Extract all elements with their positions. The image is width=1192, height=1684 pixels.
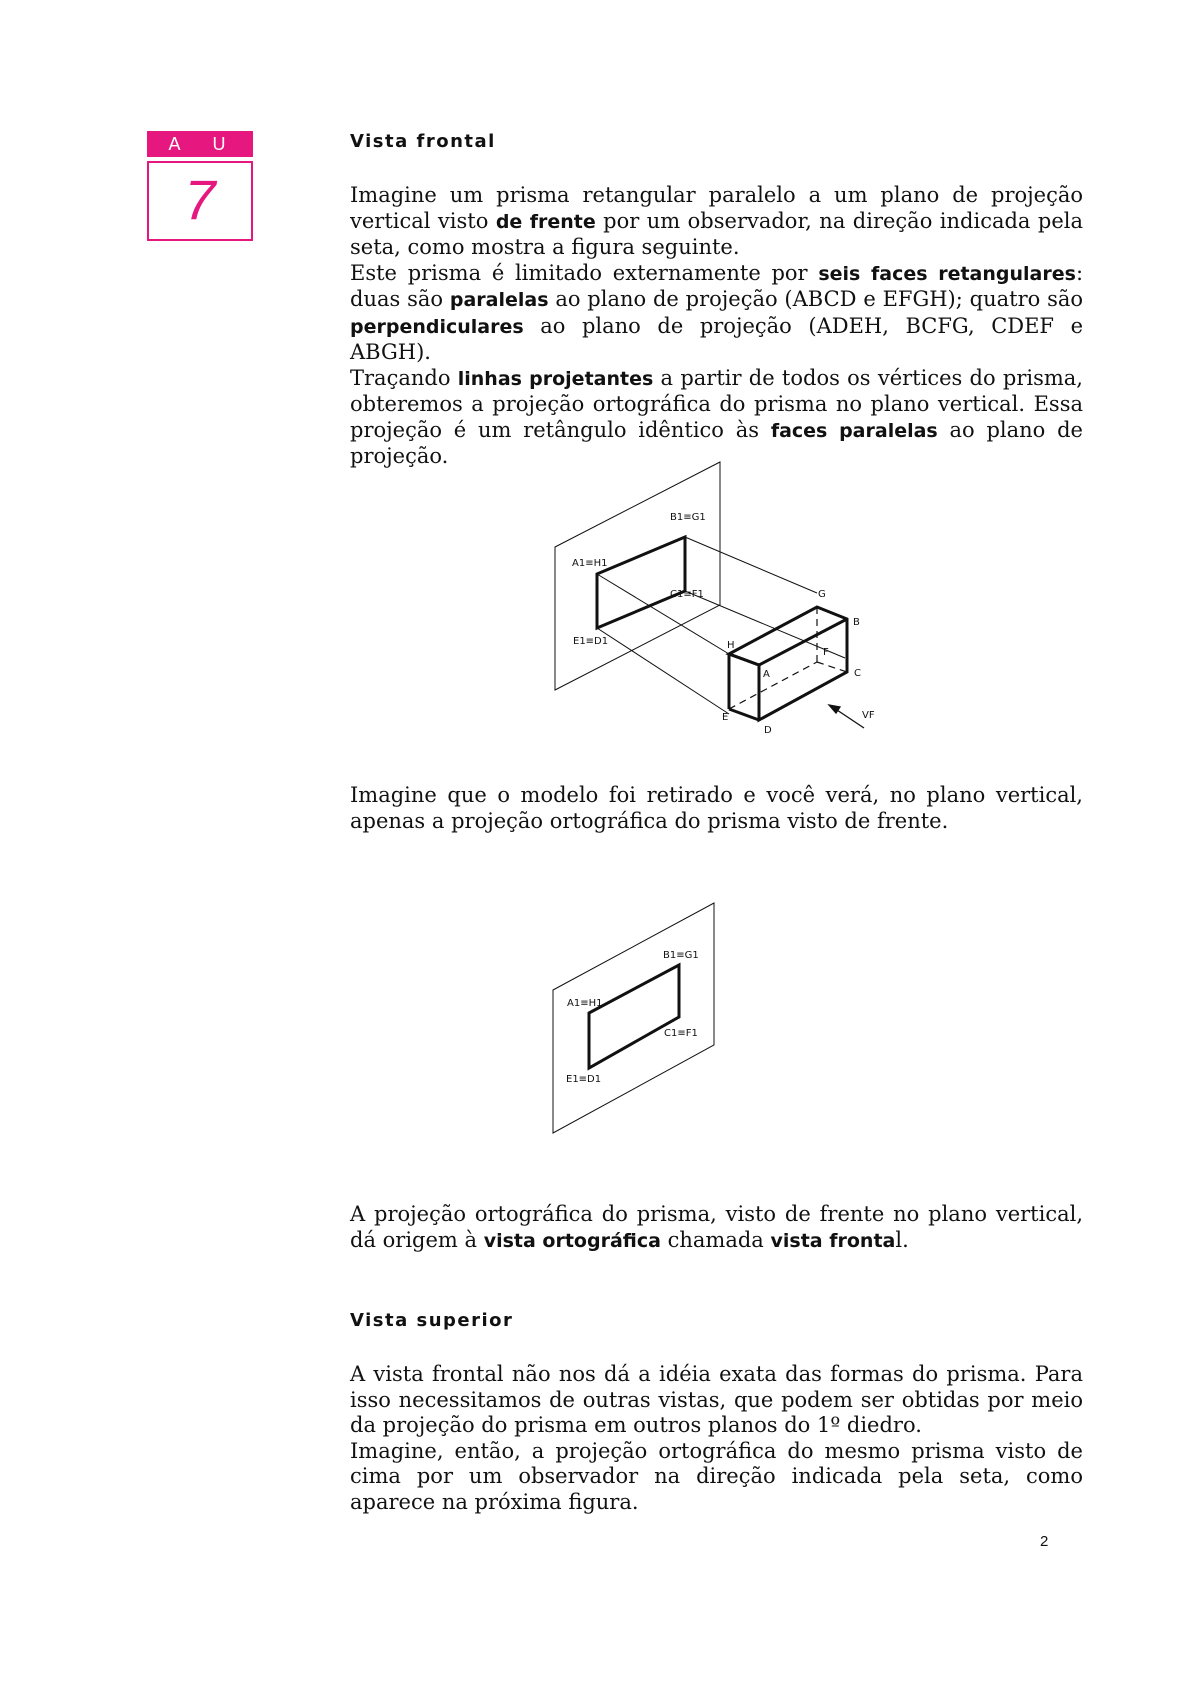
section-title-vista-superior: Vista superior <box>350 1310 514 1331</box>
label-vf: VF <box>862 710 875 721</box>
paragraph-4: Imagine que o modelo foi retirado e você verá, no plano vertical, apenas a projeção ortográfica do prisma visto de frente. <box>350 783 1083 833</box>
label-h: H <box>727 640 735 651</box>
paragraph-6: A vista frontal não nos dá a idéia exata das formas do prisma. Para isso necessitamos de outras vistas, que podem ser obtidas por meio da projeção do prisma em outros planos do 1º diedro. <box>350 1362 1083 1437</box>
paragraph-block-conclusion <box>312 1202 1083 1254</box>
paragraph-3: Traçando linhas projetantes a partir de todos os vértices do prisma, obteremos a projeção ortográfica do prisma no plano vertical. Essa projeção é um retângulo idêntico às faces paralelas ao plano de projeção. <box>350 365 1083 468</box>
paragraph-7: Imagine, então, a projeção ortográfica do mesmo prisma visto de cima por um observador na direção indicada pela seta, como aparece na próxima figura. <box>350 1438 1083 1514</box>
label-e1-d1: E1≡D1 <box>573 636 609 647</box>
label-f: F <box>823 647 829 658</box>
aula-label: A U L A <box>147 131 253 157</box>
label-c1-f1: C1≡F1 <box>664 1028 698 1039</box>
paragraph-1: Imagine um prisma retangular paralelo a um plano de projeção vertical visto de frente por um observador, na direção indicada pela seta, como mostra a figura seguinte. <box>350 183 1084 259</box>
label-e1-d1: E1≡D1 <box>566 1074 602 1085</box>
aula-number: 7 <box>147 161 253 241</box>
paragraph-5: A projeção ortográfica do prisma, visto de frente no plano vertical, dá origem à vista ortográfica chamada vista frontal. <box>350 1202 1083 1252</box>
label-a: A <box>763 669 770 680</box>
label-a1-h1: A1≡H1 <box>567 998 603 1009</box>
label-b1-g1: B1≡G1 <box>670 512 706 523</box>
page-number: 2 <box>1040 1533 1049 1550</box>
label-c1-f1: C1≡F1 <box>670 589 704 600</box>
label-a1-h1: A1≡H1 <box>572 558 608 569</box>
label-b: B <box>853 617 860 628</box>
paragraph-block-vista-superior <box>312 1362 1083 1515</box>
label-c: C <box>854 668 861 679</box>
label-b1-g1: B1≡G1 <box>663 950 699 961</box>
label-e: E <box>722 712 729 723</box>
label-g: G <box>818 589 826 600</box>
paragraph-2: Este prisma é limitado externamente por seis faces retangulares: duas são paralelas ao plano de projeção (ABCD e EFGH); quatro são perpendiculares ao plano de projeção (ADEH, BCFG, CDEF e ABGH). <box>350 260 1084 364</box>
label-d: D <box>764 725 772 736</box>
section-title-vista-frontal: Vista frontal <box>350 131 496 152</box>
